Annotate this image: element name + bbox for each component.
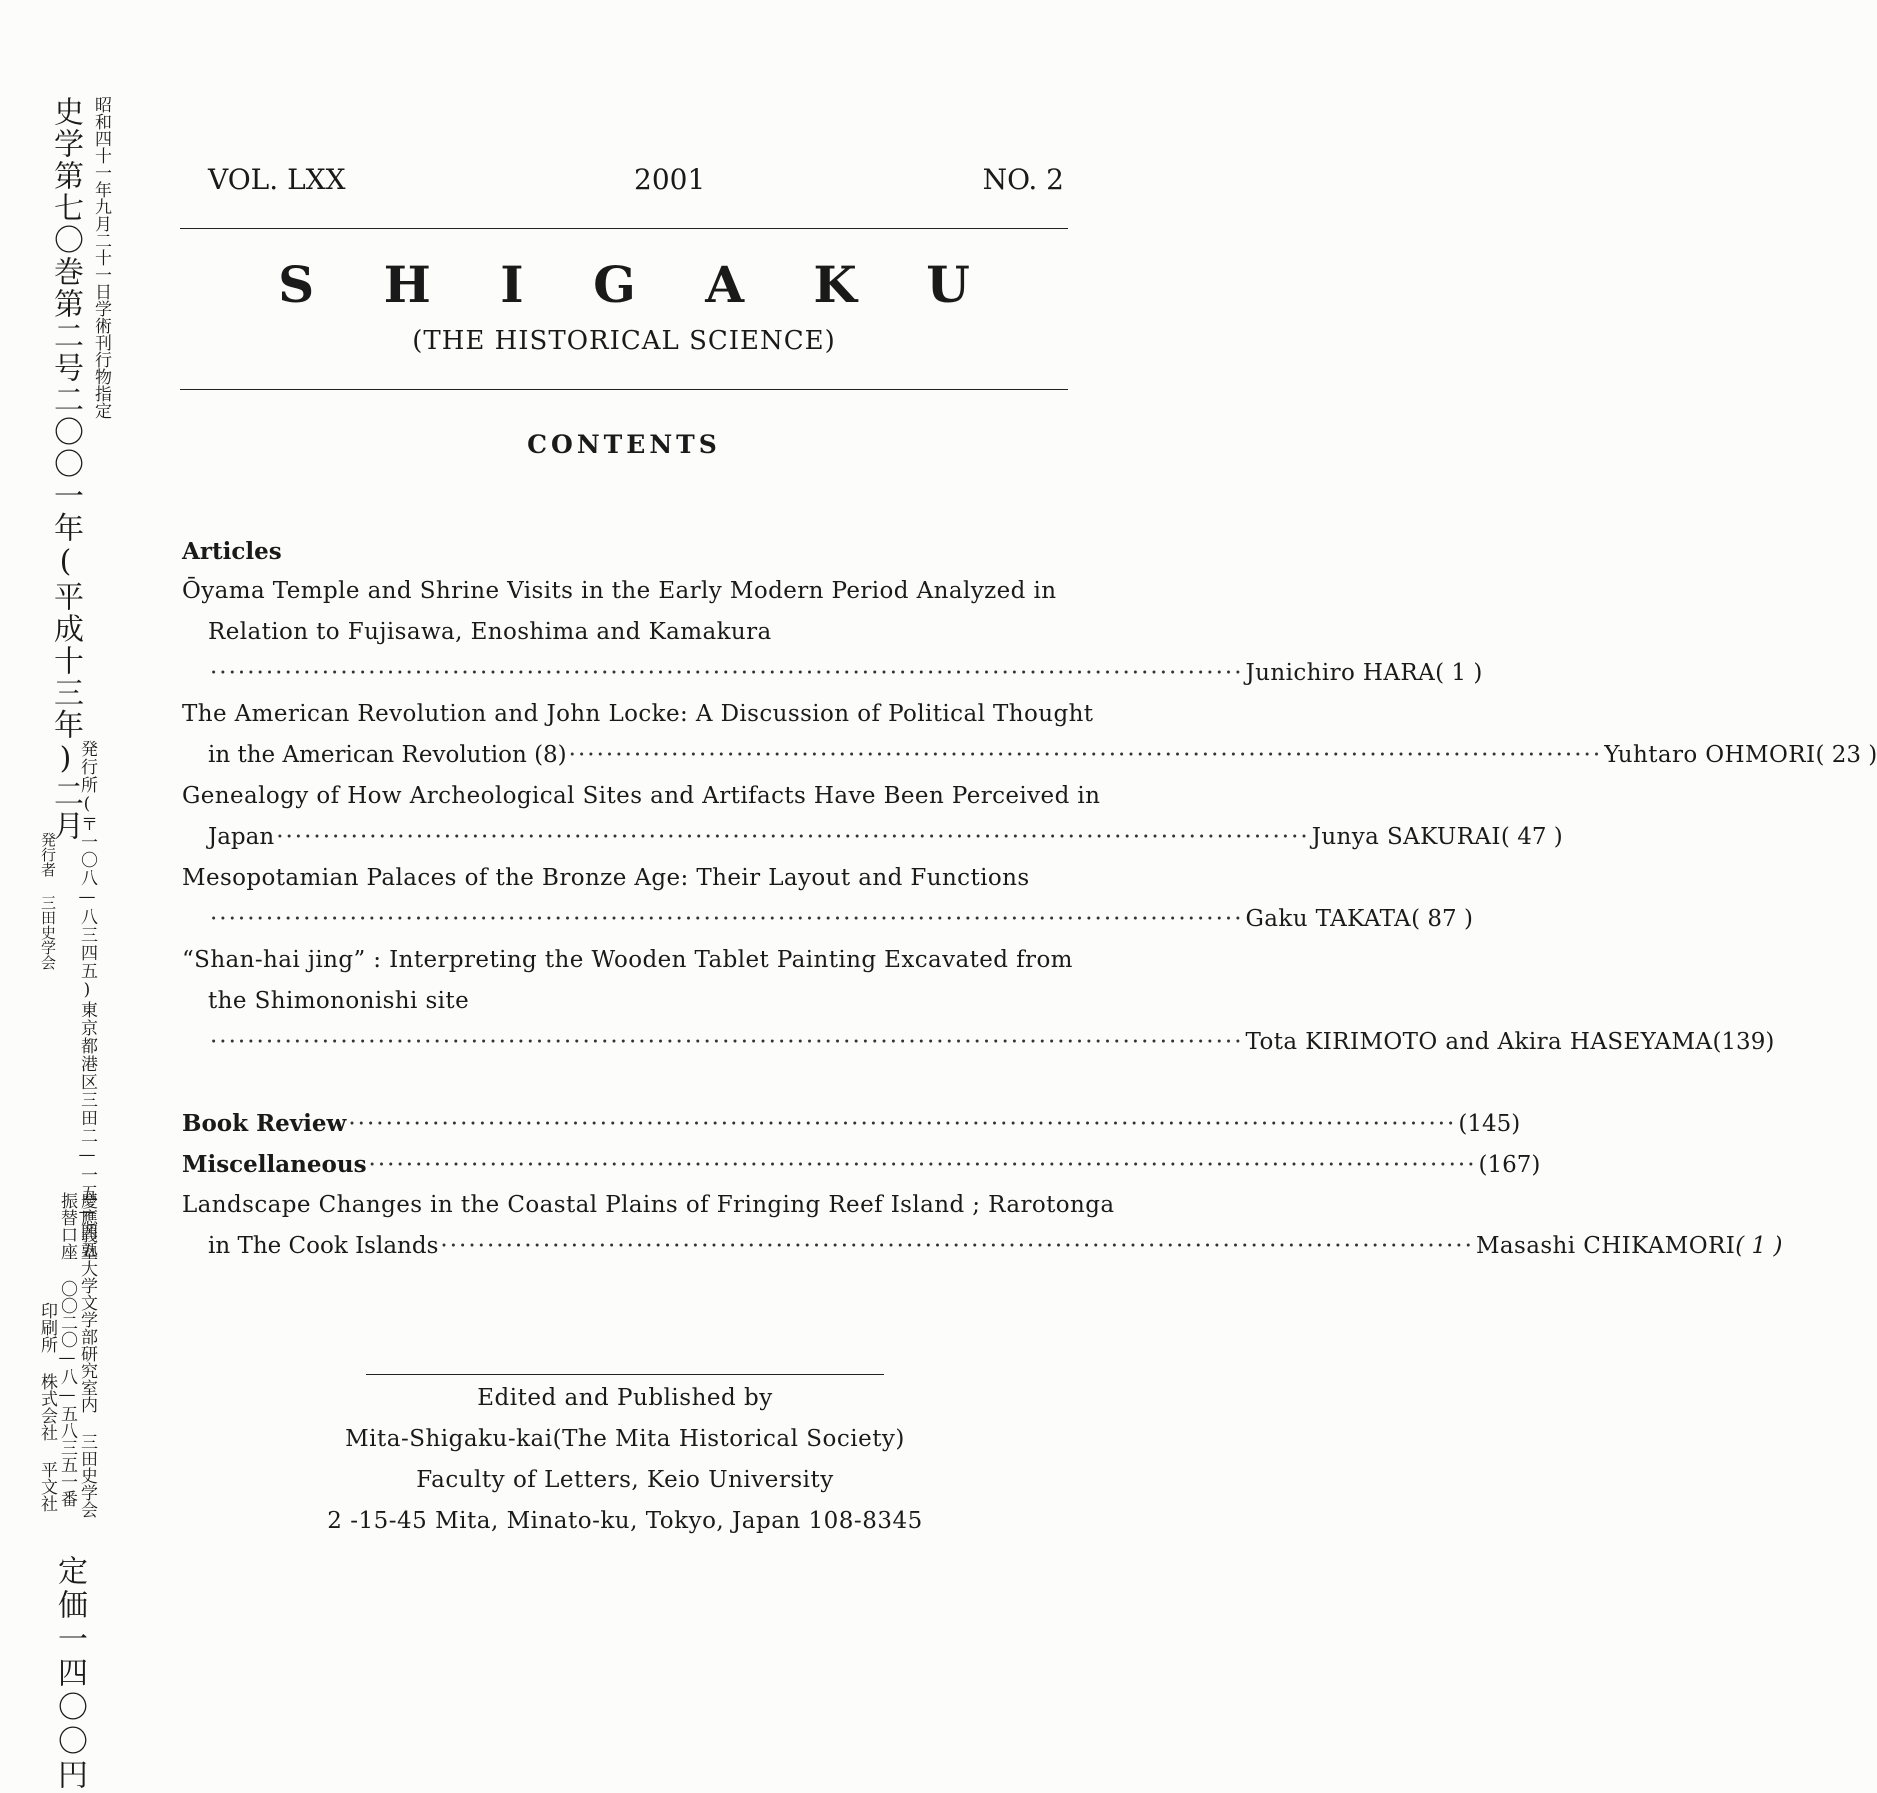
dot-leader: ··············································································································· <box>440 1233 1474 1259</box>
year-label: 2001 <box>634 163 706 196</box>
spine-price: 定価一四〇〇円 <box>52 1555 87 1793</box>
dot-leader: ··············································································································· <box>210 906 1244 932</box>
entry-page: ( 1 ) <box>1435 660 1483 686</box>
article-entry-line <box>208 1029 1775 1055</box>
dot-leader: ··············································································································· <box>210 1029 1244 1055</box>
entry-lead: in The Cook Islands <box>208 1233 439 1259</box>
journal-subtitle: (THE HISTORICAL SCIENCE) <box>412 326 836 356</box>
entry-author: Masashi CHIKAMORI <box>1475 1233 1736 1259</box>
article-title-line: Relation to Fujisawa, Enoshima and Kamakura <box>208 619 772 645</box>
entry-page: ( 47 ) <box>1500 824 1563 850</box>
article-title-line: the Shimononishi site <box>208 988 470 1014</box>
miscellaneous-label: Miscellaneous <box>182 1151 367 1178</box>
dot-leader: ··············································································································· <box>568 742 1603 768</box>
dot-leader: ······················································································································· <box>368 1152 1477 1178</box>
publication-divider <box>366 1374 884 1375</box>
article-entry-line <box>208 906 1473 932</box>
book-review-entry <box>182 1110 1521 1137</box>
entry-page: ( 23 ) <box>1815 742 1877 768</box>
book-review-label: Book Review <box>182 1110 347 1137</box>
article-title-line: “Shan-hai jing” : Interpreting the Wooden Tablet Painting Excavated from <box>182 947 1073 973</box>
entry-page: ( 1 ) <box>1735 1233 1783 1259</box>
article-title-line: Ōyama Temple and Shrine Visits in the Early Modern Period Analyzed in <box>182 578 1057 604</box>
spine-title: 史学第七〇巻第二号二〇〇一年(平成十三年)二月 <box>48 96 83 842</box>
articles-label: Articles <box>182 538 282 565</box>
miscellaneous-entry <box>182 1151 1541 1178</box>
entry-author: Junichiro HARA <box>1245 660 1436 686</box>
entry-lead: in the American Revolution (8) <box>208 742 567 768</box>
masthead-row <box>208 163 1064 199</box>
number-label: NO. 2 <box>982 163 1064 196</box>
spine-registration: 昭和四十一年九月二十一日学術刊行物指定 <box>91 96 111 419</box>
entry-author: Tota KIRIMOTO and Akira HASEYAMA <box>1245 1029 1713 1055</box>
publication-line-2: Mita-Shigaku-kai(The Mita Historical Society) <box>345 1426 905 1452</box>
volume-label: VOL. LXX <box>208 163 346 196</box>
spine-department: 慶應義塾大学文学部研究室内 三田史学会 <box>77 1192 97 1518</box>
dot-leader: ······················································································································· <box>348 1111 1457 1137</box>
contents-heading: CONTENTS <box>527 430 721 459</box>
spine-publisher: 発行者 三田史学会 <box>39 832 57 970</box>
publication-line-3: Faculty of Letters, Keio University <box>416 1467 834 1493</box>
spine-printer: 印刷所 株式会社 平文社 <box>37 1302 57 1512</box>
entry-page: ( 87 ) <box>1411 906 1473 932</box>
miscellaneous-title-line: Landscape Changes in the Coastal Plains of Fringing Reef Island ; Rarotonga <box>182 1192 1115 1218</box>
article-entry-line <box>208 824 1563 850</box>
miscellaneous-item-entry <box>208 1233 1783 1259</box>
article-entry-line <box>208 660 1483 686</box>
top-divider <box>180 228 1068 229</box>
header-divider <box>180 389 1068 390</box>
spine-account: 振替口座 〇〇二〇—八—五八三五一番 <box>57 1192 77 1507</box>
entry-author: Junya SAKURAI <box>1311 824 1501 850</box>
journal-title: S H I G A K U <box>278 255 996 314</box>
article-title-line: The American Revolution and John Locke: A Discussion of Political Thought <box>182 701 1094 727</box>
entry-page: (139) <box>1712 1029 1775 1055</box>
article-title-line: Mesopotamian Palaces of the Bronze Age: Their Layout and Functions <box>182 865 1030 891</box>
entry-lead: Japan <box>208 824 275 850</box>
book-review-page: (145) <box>1458 1111 1521 1137</box>
dot-leader: ··············································································································· <box>210 660 1244 686</box>
article-entry-line <box>208 742 1877 768</box>
dot-leader: ··············································································································· <box>276 824 1310 850</box>
article-title-line: Genealogy of How Archeological Sites and Artifacts Have Been Perceived in <box>182 783 1101 809</box>
entry-author: Gaku TAKATA <box>1245 906 1412 932</box>
spine-publisher-address: 発行所(〒一〇八—八三四五)東京都港区三田二—一五—四五 <box>77 740 97 1259</box>
entry-author: Yuhtaro OHMORI <box>1604 742 1816 768</box>
publication-line-4: 2 -15-45 Mita, Minato-ku, Tokyo, Japan 108-8345 <box>327 1508 923 1534</box>
miscellaneous-page: (167) <box>1478 1152 1541 1178</box>
publication-line-1: Edited and Published by <box>477 1385 773 1411</box>
